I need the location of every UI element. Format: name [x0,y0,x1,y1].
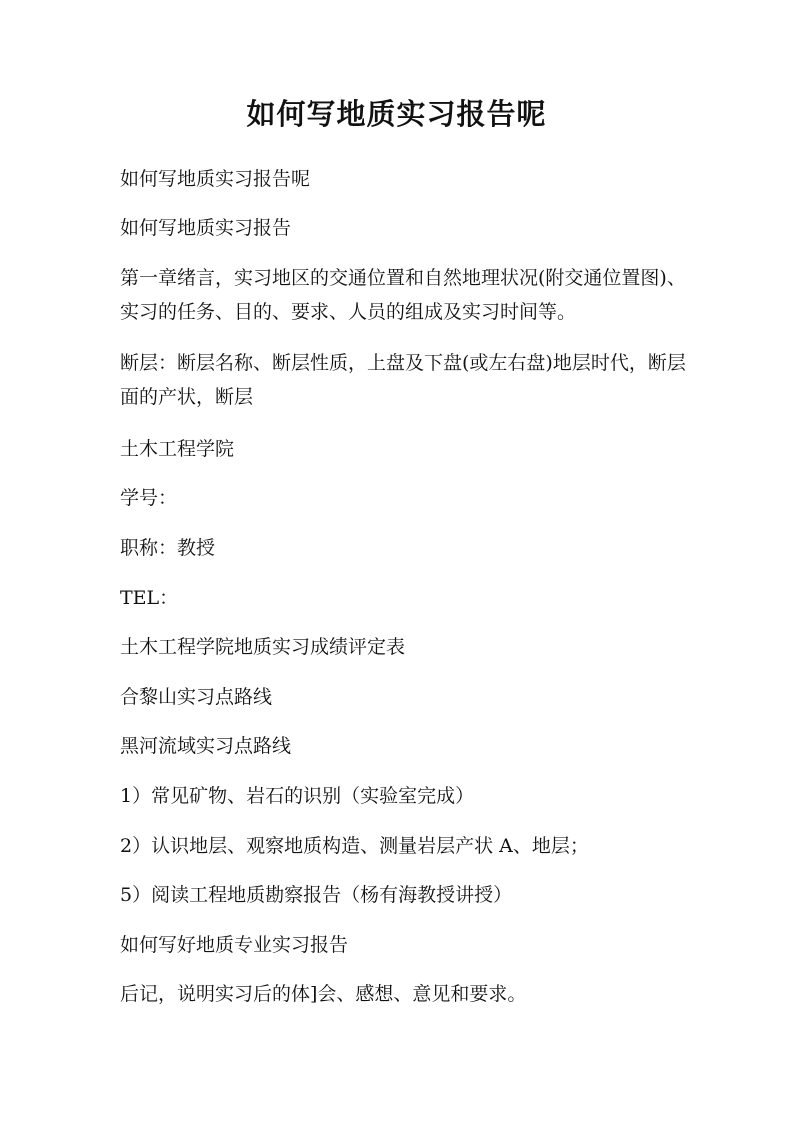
paragraph: 土木工程学院 [120,438,235,460]
paragraph: 5）阅读工程地质勘察报告（杨有海教授讲授） [120,884,513,906]
document-title: 如何写地质实习报告呢 [246,97,547,131]
paragraph: 如何写地质实习报告 [120,217,292,239]
paragraph: 断层：断层名称、断层性质，上盘及下盘(或左右盘)地层时代，断层面的产状，断层 [120,352,686,408]
paragraph: 学号： [120,487,178,509]
paragraph: 第一章绪言，实习地区的交通位置和自然地理状况(附交通位置图)、实习的任务、目的、要求、人员的组成及实习时间等。 [120,267,686,323]
paragraph: 2）认识地层、观察地质构造、测量岩层产状 A、地层； [120,835,589,857]
paragraph: 合黎山实习点路线 [120,686,273,708]
paragraph: TEL： [120,587,179,609]
paragraph: 土木工程学院地质实习成绩评定表 [120,636,406,658]
paragraph: 1）常见矿物、岩石的识别（实验室完成） [120,785,475,807]
paragraph: 如何写好地质专业实习报告 [120,934,349,956]
paragraph: 职称：教授 [120,537,216,559]
paragraph: 后记，说明实习后的体]会、感想、意见和要求。 [120,983,527,1005]
paragraph: 如何写地质实习报告呢 [120,168,311,190]
paragraph: 黑河流域实习点路线 [120,735,292,757]
